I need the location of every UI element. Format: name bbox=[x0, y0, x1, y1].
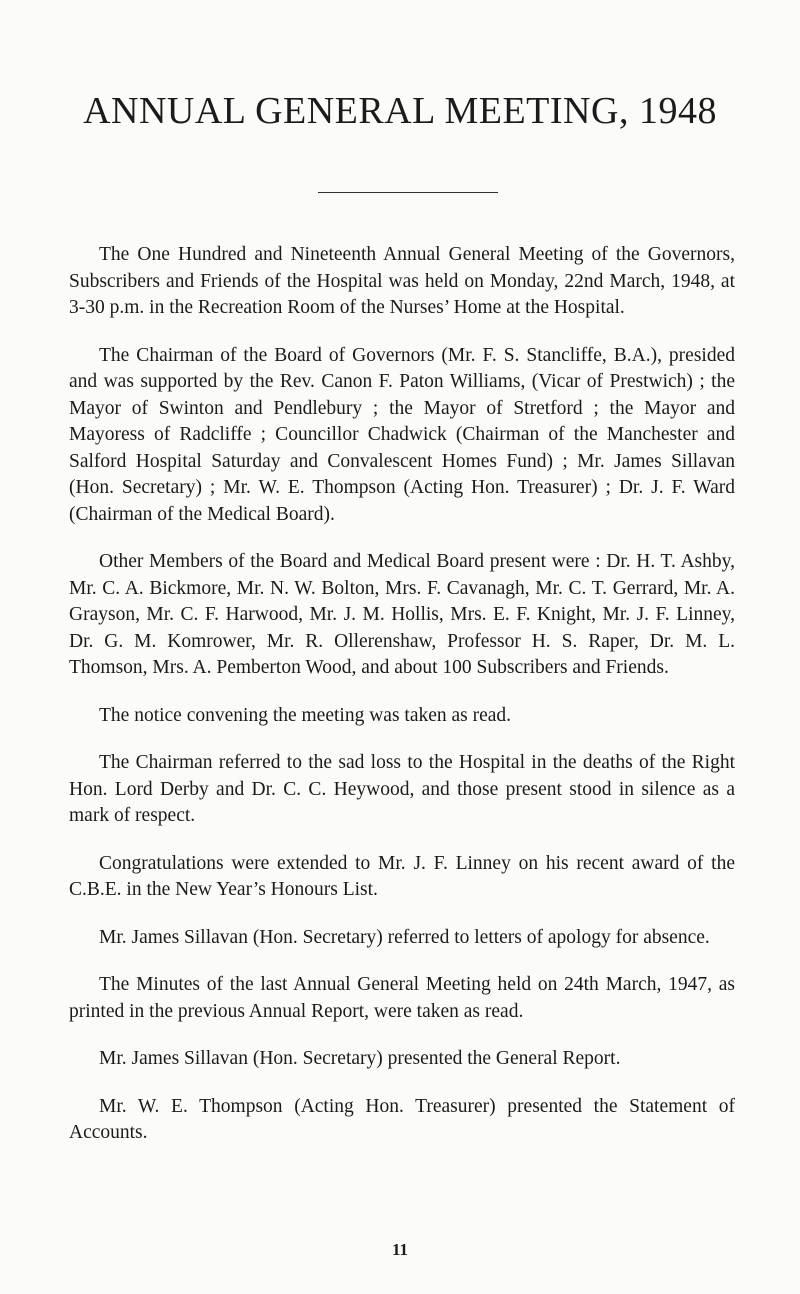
paragraph-minutes: The Minutes of the last Annual General Meeting held on 24th March, 1947, as printed in the previous Annual Report, were taken as read. bbox=[69, 974, 735, 1022]
paragraph-general-report: Mr. James Sillavan (Hon. Secretary) presented the General Report. bbox=[99, 1048, 621, 1069]
page-number: 11 bbox=[391, 1240, 409, 1259]
document-body bbox=[69, 220, 735, 1147]
paragraph-chairman-attendees: The Chairman of the Board of Governors (Mr. F. S. Stancliffe, B.A.), presided and was supported by the Rev. Canon F. Paton Williams, (Vicar of Prestwich) ; the Mayor of Swinton and Pendlebury ; the Mayor of Stretford ; the Mayor and Mayoress of Radcliffe ; Councillor Chadwick (Chairman of the Manchester and Salford Hospital Saturday and Convalescent Homes Fund) ; Mr. James Sillavan (Hon. Secretary) ; Mr. W. E. Thompson (Acting Hon. Treasurer) ; Dr. J. F. Ward (Chairman of the Medical Board). bbox=[69, 344, 735, 525]
title-divider bbox=[318, 192, 498, 193]
paragraph-notice: The notice convening the meeting was taken as read. bbox=[99, 704, 512, 726]
paragraph-meeting-details: The One Hundred and Nineteenth Annual General Meeting of the Governors, Subscribers and Friends of the Hospital was held on Monday, 22nd March, 1948, at 3-30 p.m. in the Recreation Room of the Nurses’ Home at the Hospital. bbox=[69, 244, 735, 318]
paragraph-accounts: Mr. W. E. Thompson (Acting Hon. Treasurer) presented the Statement of Accounts. bbox=[69, 1095, 735, 1143]
paragraph-apologies: Mr. James Sillavan (Hon. Secretary) referred to letters of apology for absence. bbox=[99, 926, 710, 948]
paragraph-other-members: Other Members of the Board and Medical Board present were : Dr. H. T. Ashby, Mr. C. A. Bickmore, Mr. N. W. Bolton, Mrs. F. Cavanagh, Mr. C. T. Gerrard, Mr. A. Grayson, Mr. C. F. Harwood, Mr. J. M. Hollis, Mrs. E. F. Knight, Mr. J. F. Linney, Dr. G. M. Komrower, Mr. R. Ollerenshaw, Professor H. S. Raper, Dr. M. L. Thomson, Mrs. A. Pemberton Wood, and about 100 Subscribers and Friends. bbox=[69, 551, 735, 678]
paragraph-condolences: The Chairman referred to the sad loss to the Hospital in the deaths of the Right Hon. Lord Derby and Dr. C. C. Heywood, and those present stood in silence as a mark of respect. bbox=[69, 752, 735, 826]
paragraph-congratulations: Congratulations were extended to Mr. J. F. Linney on his recent award of the C.B.E. in the New Year’s Honours List. bbox=[69, 852, 735, 900]
page-title: ANNUAL GENERAL MEETING, 1948 bbox=[83, 90, 717, 132]
